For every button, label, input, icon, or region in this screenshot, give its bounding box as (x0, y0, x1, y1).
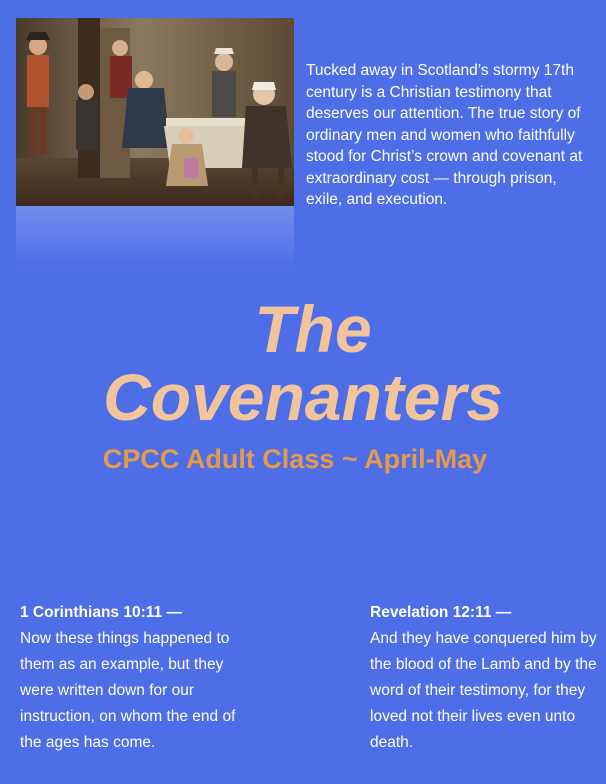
verse-text: And they have conquered him by the blood of the Lamb and by the word of their testimony, for they loved not their lives even unto death. (370, 630, 597, 751)
verse-text: Now these things happened to them as an example, but they were written down for our instruction, on whom the end of the ages has come. (20, 630, 236, 751)
verse-reference: 1 Corinthians 10:11 — (20, 604, 182, 621)
verse-left (20, 600, 250, 756)
subtitle: CPCC Adult Class ~ April-May (102, 444, 488, 474)
title-line-1: The (254, 292, 372, 366)
verse-right (370, 600, 600, 756)
painting-reflection (16, 206, 294, 268)
intro-paragraph: Tucked away in Scotland’s stormy 17th century is a Christian testimony that deserves our attention. The true story of ordinary men and women who faithfully stood for Christ’s crown and covenant at extraordinary cost — through prison, exile, and execution. (306, 62, 583, 208)
covenanters-painting (16, 18, 294, 206)
title-line-2: Covenanters (103, 360, 503, 434)
verse-reference: Revelation 12:11 — (370, 604, 512, 621)
